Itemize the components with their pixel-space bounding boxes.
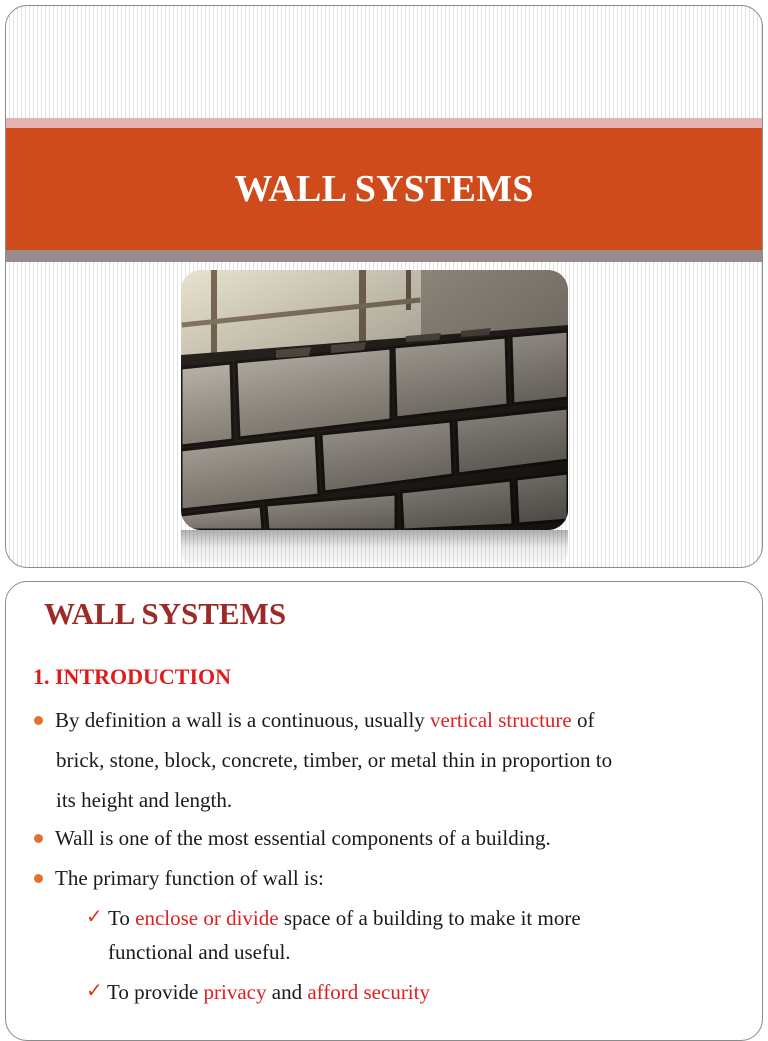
bullet-3: The primary function of wall is: [55, 866, 324, 890]
bullet-1-line-3: its height and length. [56, 788, 233, 812]
content-slide [5, 581, 763, 1041]
sub-bullet-1-line-2: functional and useful. [108, 940, 291, 964]
sub-2-text: To provide [107, 980, 204, 1004]
bullet-1-line-1 [55, 700, 745, 740]
photo-reflection [181, 530, 568, 570]
bullet-dot-icon [34, 874, 43, 883]
section-heading: 1. INTRODUCTION [33, 664, 232, 689]
sub-2-highlight-security: afford security [307, 980, 430, 1004]
block-wall-image [181, 270, 568, 530]
bullet-2: Wall is one of the most essential components of a building. [55, 826, 551, 850]
banner-bottom-stripe [6, 250, 762, 262]
sub-bullet-2 [107, 972, 735, 1012]
sub-2-text-mid: and [266, 980, 308, 1004]
sub-2-highlight-privacy: privacy [203, 980, 267, 1004]
bullet-1-text-end: of [571, 708, 595, 732]
title-banner [6, 128, 762, 250]
sub-1-text: To [108, 906, 136, 930]
slide-title: WALL SYSTEMS [234, 168, 534, 210]
bullet-dot-icon [34, 716, 43, 725]
block-wall-photo [181, 270, 568, 530]
checkmark-icon: ✓ [86, 980, 103, 1002]
bullet-1-text: By definition a wall is a continuous, usually [55, 708, 431, 732]
checkmark-icon: ✓ [86, 906, 103, 928]
bullet-1-line-2: brick, stone, block, concrete, timber, or metal thin in proportion to [56, 748, 613, 772]
banner-top-stripe [6, 118, 762, 128]
content-slide-title: WALL SYSTEMS [44, 596, 287, 631]
sub-1-text-end: space of a building to make it more [278, 906, 581, 930]
sub-1-highlight: enclose or divide [135, 906, 279, 930]
bullet-1-highlight: vertical structure [430, 708, 572, 732]
bullet-dot-icon [34, 834, 43, 843]
